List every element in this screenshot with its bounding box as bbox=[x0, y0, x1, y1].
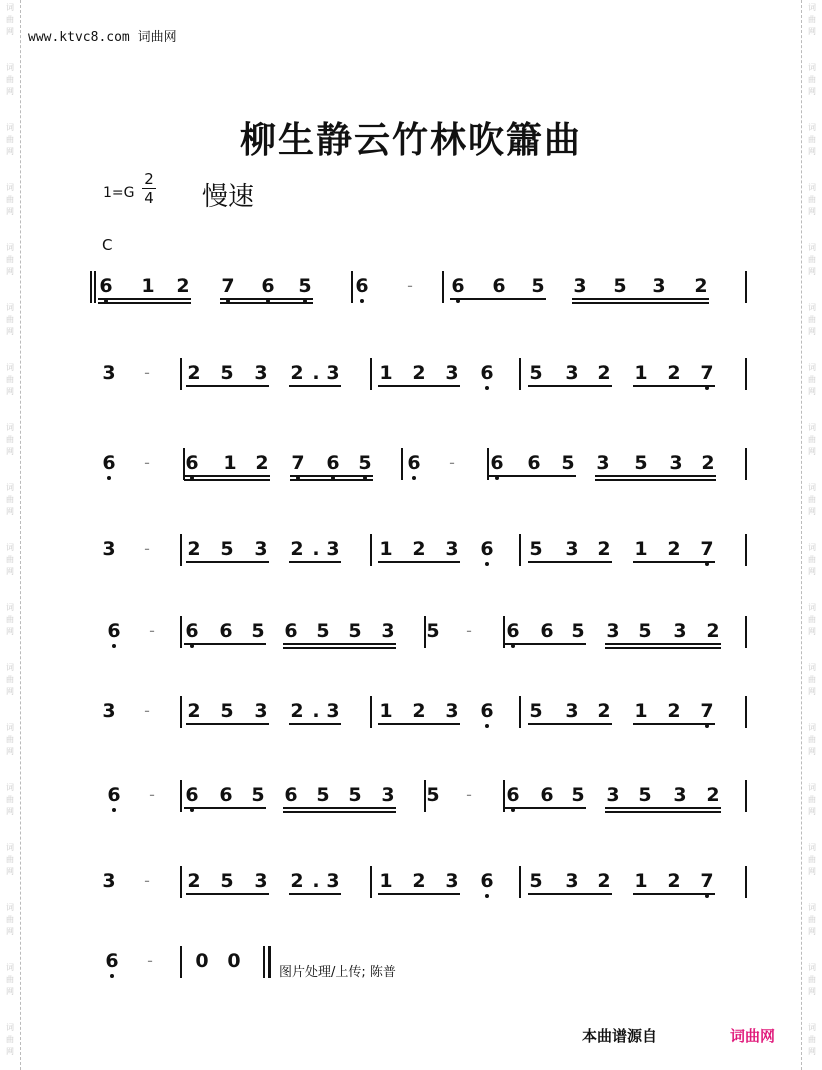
time-signature-bottom: 4 bbox=[144, 189, 154, 207]
watermark-text: 词 曲 网 bbox=[808, 963, 816, 996]
beam-underline bbox=[378, 723, 460, 725]
note: 3 bbox=[254, 362, 268, 384]
low-octave-dot bbox=[705, 562, 709, 566]
score-row bbox=[0, 950, 660, 1010]
bar-line bbox=[745, 780, 747, 812]
bar-line bbox=[424, 780, 426, 812]
note: 7 bbox=[699, 538, 715, 560]
bar-line bbox=[401, 448, 403, 480]
note: 2 bbox=[290, 870, 304, 892]
watermark-text: 词 曲 网 bbox=[6, 483, 14, 516]
note: 6 bbox=[106, 620, 122, 642]
low-octave-dot bbox=[485, 894, 489, 898]
time-signature bbox=[142, 170, 156, 207]
note: 5 bbox=[634, 452, 648, 474]
bar-line bbox=[519, 534, 521, 566]
beam-underline bbox=[528, 561, 612, 563]
watermark-text: 词 曲 网 bbox=[808, 483, 816, 516]
low-octave-dot bbox=[360, 299, 364, 303]
note: 6 bbox=[101, 452, 117, 474]
note: 3 bbox=[326, 362, 340, 384]
low-octave-dot bbox=[112, 808, 116, 812]
note: 3 bbox=[254, 870, 268, 892]
beam-underline bbox=[184, 479, 270, 481]
bar-line bbox=[745, 358, 747, 390]
note: 5 bbox=[220, 700, 234, 722]
note: 1 bbox=[379, 362, 393, 384]
note: 1 bbox=[379, 700, 393, 722]
beam-underline bbox=[633, 723, 715, 725]
note: 3 bbox=[596, 452, 610, 474]
watermark-text: 词 曲 网 bbox=[808, 63, 816, 96]
hold-dash: - bbox=[149, 621, 155, 640]
note: 3 bbox=[565, 870, 579, 892]
note: 5 bbox=[220, 538, 234, 560]
low-octave-dot bbox=[495, 476, 499, 480]
beam-underline bbox=[528, 893, 612, 895]
bar-line bbox=[180, 780, 182, 812]
repeat-start-thin bbox=[94, 271, 96, 303]
note: 3 bbox=[573, 275, 587, 297]
note: 2 bbox=[412, 538, 426, 560]
note: 6 bbox=[260, 275, 276, 297]
note: 2 bbox=[667, 700, 681, 722]
note: 6 bbox=[284, 620, 298, 642]
note: 5 bbox=[529, 538, 543, 560]
bar-line bbox=[745, 616, 747, 648]
note: 6 bbox=[479, 700, 495, 722]
hold-dash: - bbox=[407, 276, 413, 295]
watermark-text: 词 曲 网 bbox=[808, 183, 816, 216]
watermark-text: 词 曲 网 bbox=[6, 783, 14, 816]
note: 6 bbox=[489, 452, 505, 474]
note: 3 bbox=[669, 452, 683, 474]
note: 2 bbox=[187, 538, 201, 560]
hold-dash: - bbox=[144, 871, 150, 890]
note: 7 bbox=[699, 870, 715, 892]
beam-underline bbox=[283, 647, 396, 649]
note: 6 bbox=[325, 452, 341, 474]
upload-credit: 图片处理/上传; 陈普 bbox=[279, 965, 396, 980]
bar-line bbox=[370, 866, 372, 898]
beam-underline bbox=[283, 811, 396, 813]
low-octave-dot bbox=[456, 299, 460, 303]
note: 3 bbox=[565, 362, 579, 384]
watermark-text: 词 曲 网 bbox=[808, 303, 816, 336]
beam-underline bbox=[220, 298, 313, 300]
note: 5 bbox=[297, 275, 313, 297]
note: 3 bbox=[445, 870, 459, 892]
bar-line bbox=[745, 534, 747, 566]
beam-underline bbox=[450, 298, 546, 300]
note: 6 bbox=[540, 620, 554, 642]
note: 5 bbox=[348, 620, 362, 642]
note: 6 bbox=[505, 784, 521, 806]
watermark-text: 词 曲 网 bbox=[6, 543, 14, 576]
beam-underline bbox=[184, 807, 266, 809]
score-row bbox=[0, 362, 714, 422]
note: 1 bbox=[634, 870, 648, 892]
low-octave-dot bbox=[485, 562, 489, 566]
note: 3 bbox=[102, 870, 116, 892]
beam-underline bbox=[595, 475, 716, 477]
note: 3 bbox=[606, 784, 620, 806]
note: 2 bbox=[706, 620, 720, 642]
hold-dash: - bbox=[149, 785, 155, 804]
bar-line bbox=[351, 271, 353, 303]
note: 6 bbox=[219, 784, 233, 806]
watermark-text: 词 曲 网 bbox=[6, 603, 14, 636]
note: 3 bbox=[381, 620, 395, 642]
bar-line bbox=[442, 271, 444, 303]
beam-underline bbox=[283, 807, 396, 809]
hold-dash: - bbox=[144, 363, 150, 382]
bar-line bbox=[370, 534, 372, 566]
note: 3 bbox=[565, 538, 579, 560]
note: 2 bbox=[597, 362, 611, 384]
watermark-text: 词 曲 网 bbox=[808, 1023, 816, 1056]
score-row bbox=[0, 620, 720, 680]
beam-underline bbox=[605, 643, 721, 645]
note: 2 bbox=[187, 700, 201, 722]
note: 1 bbox=[379, 870, 393, 892]
note: 2 bbox=[667, 870, 681, 892]
note: 5 bbox=[571, 620, 585, 642]
watermark-text: 词 曲 网 bbox=[6, 843, 14, 876]
hold-dash: - bbox=[144, 453, 150, 472]
beam-underline bbox=[186, 893, 269, 895]
note: 6 bbox=[284, 784, 298, 806]
note: 5 bbox=[638, 784, 652, 806]
watermark-text: 词 曲 网 bbox=[6, 303, 14, 336]
note: 5 bbox=[638, 620, 652, 642]
note: 2 bbox=[412, 362, 426, 384]
watermark-text: 词 曲 网 bbox=[6, 1023, 14, 1056]
note: 2 bbox=[667, 362, 681, 384]
low-octave-dot bbox=[511, 808, 515, 812]
beam-underline bbox=[605, 807, 721, 809]
bar-line bbox=[745, 271, 747, 303]
hold-dash: - bbox=[466, 785, 472, 804]
beam-underline bbox=[186, 723, 269, 725]
note: 5 bbox=[531, 275, 545, 297]
note: 3 bbox=[445, 362, 459, 384]
beam-underline bbox=[505, 807, 586, 809]
note: 5 bbox=[348, 784, 362, 806]
note: . bbox=[312, 362, 320, 384]
watermark-text: 词 曲 网 bbox=[6, 423, 14, 456]
beam-underline bbox=[378, 893, 460, 895]
beam-underline bbox=[186, 385, 269, 387]
note: 6 bbox=[184, 452, 200, 474]
low-octave-dot bbox=[190, 808, 194, 812]
low-octave-dot bbox=[412, 476, 416, 480]
low-octave-dot bbox=[511, 644, 515, 648]
score-row bbox=[0, 452, 715, 512]
bar-line bbox=[745, 448, 747, 480]
repeat-start bbox=[90, 271, 92, 303]
watermark-text: 词 曲 网 bbox=[6, 183, 14, 216]
beam-underline bbox=[633, 385, 715, 387]
note: 5 bbox=[251, 620, 265, 642]
beam-underline bbox=[505, 643, 586, 645]
note: 1 bbox=[141, 275, 155, 297]
score-row bbox=[0, 275, 708, 335]
note: 2 bbox=[290, 538, 304, 560]
note: 5 bbox=[561, 452, 575, 474]
bar-line bbox=[519, 696, 521, 728]
note: 6 bbox=[450, 275, 466, 297]
beam-underline bbox=[595, 479, 716, 481]
bar-line bbox=[180, 616, 182, 648]
beam-underline bbox=[220, 302, 313, 304]
note: 6 bbox=[184, 784, 200, 806]
watermark-text: 词 曲 网 bbox=[808, 243, 816, 276]
note: 2 bbox=[187, 362, 201, 384]
note: 2 bbox=[187, 870, 201, 892]
note: 3 bbox=[102, 700, 116, 722]
hold-dash: - bbox=[466, 621, 472, 640]
hold-dash: - bbox=[144, 539, 150, 558]
note: 5 bbox=[316, 784, 330, 806]
note: 6 bbox=[354, 275, 370, 297]
note: 6 bbox=[184, 620, 200, 642]
note: 3 bbox=[673, 620, 687, 642]
note: 2 bbox=[290, 362, 304, 384]
note: 3 bbox=[565, 700, 579, 722]
watermark-text: 词 曲 网 bbox=[808, 603, 816, 636]
note: 6 bbox=[219, 620, 233, 642]
note: 6 bbox=[479, 538, 495, 560]
note: 5 bbox=[529, 700, 543, 722]
note: 1 bbox=[634, 362, 648, 384]
note: 2 bbox=[701, 452, 715, 474]
score-row bbox=[0, 538, 714, 598]
bar-line bbox=[519, 866, 521, 898]
note: 5 bbox=[571, 784, 585, 806]
note: 6 bbox=[106, 784, 122, 806]
note: . bbox=[312, 870, 320, 892]
note: 3 bbox=[445, 538, 459, 560]
bar-line bbox=[180, 946, 182, 978]
note: 1 bbox=[634, 700, 648, 722]
tempo-marking: 慢速 bbox=[202, 182, 255, 212]
bar-line bbox=[745, 866, 747, 898]
note: 6 bbox=[505, 620, 521, 642]
note: 2 bbox=[706, 784, 720, 806]
note: 5 bbox=[426, 620, 440, 642]
note: 7 bbox=[290, 452, 306, 474]
beam-underline bbox=[98, 302, 191, 304]
note: 6 bbox=[479, 870, 495, 892]
note: 5 bbox=[613, 275, 627, 297]
watermark-text: 词 曲 网 bbox=[808, 423, 816, 456]
bar-line bbox=[180, 696, 182, 728]
note: 6 bbox=[98, 275, 114, 297]
note: 5 bbox=[529, 870, 543, 892]
bar-line bbox=[180, 534, 182, 566]
beam-underline bbox=[489, 475, 576, 477]
note: . bbox=[312, 538, 320, 560]
watermark-text: 词 曲 网 bbox=[6, 663, 14, 696]
bar-line bbox=[745, 696, 747, 728]
note: 6 bbox=[540, 784, 554, 806]
low-octave-dot bbox=[485, 724, 489, 728]
note: 7 bbox=[699, 700, 715, 722]
note: 3 bbox=[102, 362, 116, 384]
chord-label: C bbox=[102, 236, 113, 254]
score-row bbox=[0, 784, 720, 844]
low-octave-dot bbox=[485, 386, 489, 390]
note: 0 bbox=[227, 950, 241, 972]
note: 6 bbox=[104, 950, 120, 972]
note: 3 bbox=[102, 538, 116, 560]
site-header[interactable]: www.ktvc8.com 词曲网 bbox=[28, 30, 177, 45]
beam-underline bbox=[186, 561, 269, 563]
watermark-text: 词 曲 网 bbox=[808, 783, 816, 816]
note: 5 bbox=[220, 362, 234, 384]
note: 2 bbox=[597, 538, 611, 560]
note: 2 bbox=[412, 700, 426, 722]
low-octave-dot bbox=[705, 386, 709, 390]
note: 5 bbox=[529, 362, 543, 384]
watermark-text: 词 曲 网 bbox=[808, 123, 816, 156]
bar-line bbox=[519, 358, 521, 390]
note: 3 bbox=[673, 784, 687, 806]
note: 6 bbox=[527, 452, 541, 474]
low-octave-dot bbox=[107, 476, 111, 480]
note: 7 bbox=[699, 362, 715, 384]
beam-underline bbox=[528, 723, 612, 725]
hold-dash: - bbox=[449, 453, 455, 472]
beam-underline bbox=[528, 385, 612, 387]
low-octave-dot bbox=[190, 644, 194, 648]
note: 3 bbox=[326, 870, 340, 892]
note: 1 bbox=[223, 452, 237, 474]
note: 2 bbox=[412, 870, 426, 892]
repeat-end bbox=[263, 946, 265, 978]
watermark-text: 词 曲 网 bbox=[6, 903, 14, 936]
key-signature: 1=G bbox=[103, 185, 135, 201]
note: 6 bbox=[479, 362, 495, 384]
beam-underline bbox=[283, 643, 396, 645]
beam-underline bbox=[378, 385, 460, 387]
beam-underline bbox=[605, 647, 721, 649]
beam-underline bbox=[633, 893, 715, 895]
beam-underline bbox=[289, 561, 341, 563]
note: 5 bbox=[220, 870, 234, 892]
source-label: 本曲谱源自 bbox=[582, 1027, 658, 1045]
source-site-link[interactable]: 词曲网 bbox=[730, 1027, 776, 1045]
watermark-text: 词 曲 网 bbox=[6, 3, 14, 36]
note: 2 bbox=[667, 538, 681, 560]
low-octave-dot bbox=[110, 974, 114, 978]
bar-line bbox=[180, 866, 182, 898]
watermark-text: 词 曲 网 bbox=[808, 723, 816, 756]
note: 3 bbox=[254, 538, 268, 560]
watermark-text: 词 曲 网 bbox=[808, 903, 816, 936]
watermark-text: 词 曲 网 bbox=[6, 723, 14, 756]
time-signature-top: 2 bbox=[144, 170, 154, 188]
bar-line bbox=[370, 358, 372, 390]
note: 3 bbox=[445, 700, 459, 722]
note: 5 bbox=[426, 784, 440, 806]
bar-line bbox=[424, 616, 426, 648]
beam-underline bbox=[289, 385, 341, 387]
note: 2 bbox=[597, 870, 611, 892]
watermark-text: 词 曲 网 bbox=[808, 363, 816, 396]
watermark-text: 词 曲 网 bbox=[6, 243, 14, 276]
low-octave-dot bbox=[705, 724, 709, 728]
note: 5 bbox=[251, 784, 265, 806]
note: 3 bbox=[381, 784, 395, 806]
note: . bbox=[312, 700, 320, 722]
note: 6 bbox=[492, 275, 506, 297]
beam-underline bbox=[572, 302, 709, 304]
note: 5 bbox=[316, 620, 330, 642]
watermark-text: 词 曲 网 bbox=[808, 843, 816, 876]
score-row bbox=[0, 870, 714, 930]
beam-underline bbox=[378, 561, 460, 563]
low-octave-dot bbox=[705, 894, 709, 898]
score-row bbox=[0, 700, 714, 760]
note: 6 bbox=[406, 452, 422, 474]
watermark-text: 词 曲 网 bbox=[6, 123, 14, 156]
note: 2 bbox=[176, 275, 190, 297]
note: 2 bbox=[597, 700, 611, 722]
beam-underline bbox=[184, 643, 266, 645]
beam-underline bbox=[572, 298, 709, 300]
beam-underline bbox=[289, 893, 341, 895]
note: 7 bbox=[220, 275, 236, 297]
note: 2 bbox=[694, 275, 708, 297]
beam-underline bbox=[290, 479, 373, 481]
note: 1 bbox=[379, 538, 393, 560]
beam-underline bbox=[98, 298, 191, 300]
beam-underline bbox=[605, 811, 721, 813]
watermark-text: 词 曲 网 bbox=[6, 963, 14, 996]
note: 3 bbox=[606, 620, 620, 642]
beam-underline bbox=[289, 723, 341, 725]
beam-underline bbox=[633, 561, 715, 563]
note: 3 bbox=[326, 700, 340, 722]
note: 3 bbox=[652, 275, 666, 297]
beam-underline bbox=[290, 475, 373, 477]
beam-underline bbox=[184, 475, 270, 477]
watermark-text: 词 曲 网 bbox=[6, 63, 14, 96]
hold-dash: - bbox=[144, 701, 150, 720]
note: 2 bbox=[255, 452, 269, 474]
note: 1 bbox=[634, 538, 648, 560]
watermark-text: 词 曲 网 bbox=[808, 663, 816, 696]
note: 3 bbox=[326, 538, 340, 560]
watermark-text: 词 曲 网 bbox=[808, 3, 816, 36]
hold-dash: - bbox=[147, 951, 153, 970]
repeat-end-thick bbox=[268, 946, 271, 978]
note: 3 bbox=[254, 700, 268, 722]
note: 0 bbox=[195, 950, 209, 972]
bar-line bbox=[180, 358, 182, 390]
note: 5 bbox=[357, 452, 373, 474]
watermark-text: 词 曲 网 bbox=[6, 363, 14, 396]
low-octave-dot bbox=[112, 644, 116, 648]
bar-line bbox=[370, 696, 372, 728]
watermark-text: 词 曲 网 bbox=[808, 543, 816, 576]
note: 2 bbox=[290, 700, 304, 722]
song-title: 柳生静云竹林吹簫曲 bbox=[239, 119, 582, 161]
